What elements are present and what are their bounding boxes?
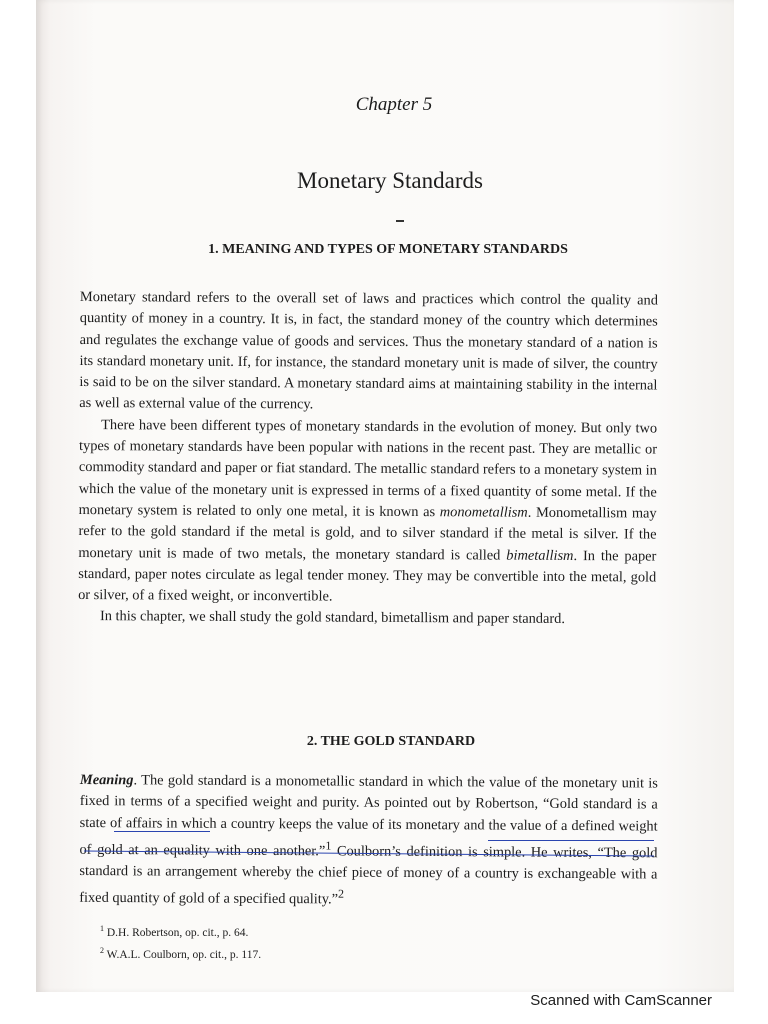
footnote-1: $^1$ D.H. Robertson, op. cit., p. 64. bbox=[100, 924, 249, 939]
section-2-heading: 2. THE GOLD STANDARD bbox=[306, 734, 476, 749]
pen-underline-1 bbox=[114, 831, 210, 832]
footnotes bbox=[100, 920, 261, 964]
term-monometallism: monometallism bbox=[439, 504, 528, 521]
chapter-title: Monetary Standards bbox=[297, 168, 483, 193]
paragraph-2-text-b: . Monometallism may refer to the gold standard if the metal is gold, and to silver standard if the metal is silver. If the monetary unit is made of two metals, the monetary standard is called bbox=[78, 504, 657, 564]
gold-standard-paragraph bbox=[79, 770, 658, 913]
section-1-heading: 1. MEANING AND TYPES OF MONETARY STANDARDS bbox=[208, 242, 568, 257]
pen-underline-2 bbox=[488, 840, 654, 841]
term-bimetallism: bimetallism bbox=[506, 547, 574, 564]
footnote-ref-1: 1 bbox=[325, 838, 332, 853]
paragraph-1: Monetary standard refers to the overall set of laws and practices which control the quality and quantity of money in a country. It is, in fact, the standard money of the country which determines and regulates the exchange value of goods and services. Thus the monetary standard of a nation is its standard monetary unit. If, for instance, the standard monetary unit is made of silver, the country is said to be on the silver standard. A monetary standard aims at maintaining stability in the internal as well as external value of the currency. bbox=[79, 288, 658, 413]
paragraph-3: In this chapter, we shall study the gold standard, bimetallism and paper standard. bbox=[99, 608, 566, 628]
gold-text-b: Coulborn’s definition is simple. He writes, “The gold standard is an arrangement whereby the chief piece of money of a country is exchangeable with a fixed quantity of gold of a specified quality.” bbox=[79, 843, 658, 908]
scanner-watermark: Scanned with CamScanner bbox=[530, 992, 712, 1009]
chapter-label: Chapter 5 bbox=[355, 94, 433, 115]
paragraph-2 bbox=[78, 415, 657, 610]
paragraph-2-text-c: . In the paper standard, paper notes circulate as legal tender money. They may be convertible into the metal, gold or silver, of a fixed weight, or inconvertible. bbox=[78, 547, 657, 605]
section-1-body bbox=[78, 287, 658, 631]
footnote-2: $^2$ W.A.L. Coulborn, op. cit., p. 117. bbox=[100, 945, 262, 961]
footnote-ref-2: 2 bbox=[338, 886, 345, 901]
gold-text-a: . The gold standard is a monometallic standard in which the value of the monetary unit is fixed in terms of a specified weight and purity. As pointed out by Robertson, “Gold standard is a state of affairs in which a country keeps the value of its monetary and the value of a defined weight of gold at an equality with one another.” bbox=[79, 772, 658, 860]
paragraph-2-text-a: There have been different types of monetary standards in the evolution of money. But only two types of monetary standards have been popular with nations in the recent past. They are metallic or commodity standard and paper or fiat standard. The metallic standard refers to a monetary system in which the value of the monetary unit is expressed in terms of a fixed quantity of some metal. If the monetary system is related to only one metal, it is known as bbox=[78, 416, 658, 521]
meaning-label: Meaning bbox=[79, 771, 134, 789]
title-dash bbox=[396, 220, 404, 222]
section-2-body bbox=[79, 770, 658, 913]
